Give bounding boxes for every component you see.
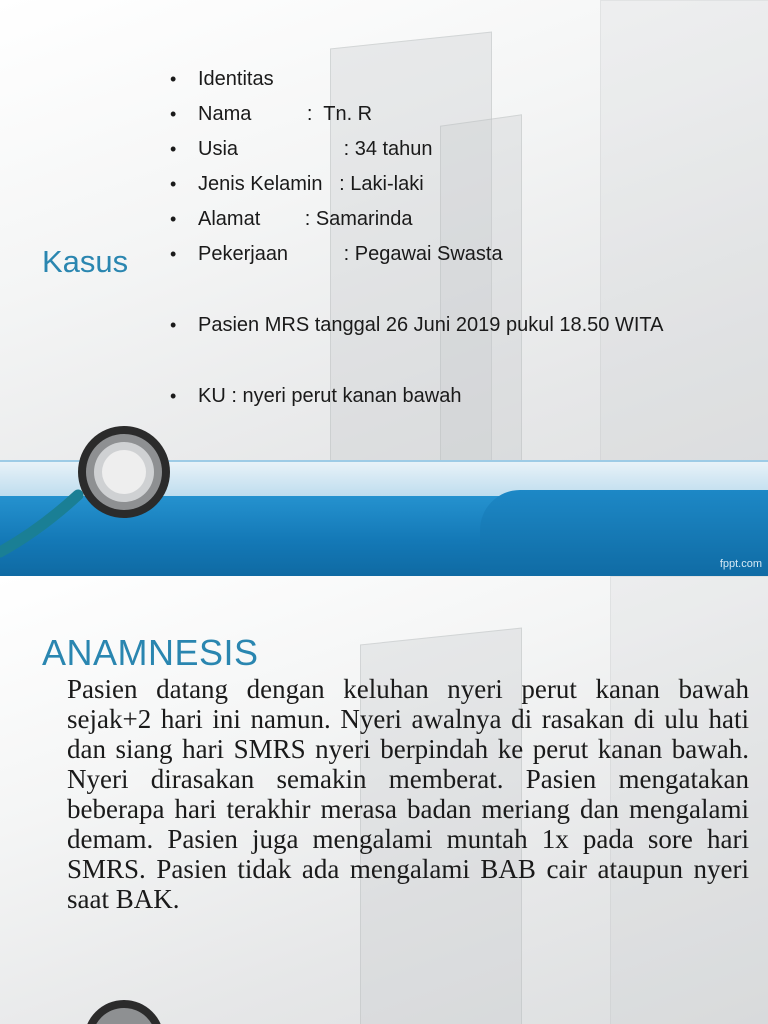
bullet-item: • Identitas xyxy=(170,62,760,97)
bullet-item: • KU : nyeri perut kanan bawah xyxy=(170,379,760,414)
bullet-item: • Pasien MRS tanggal 26 Juni 2019 pukul 18.50 WITA xyxy=(170,308,760,343)
bullet-item: • Alamat : Samarinda xyxy=(170,202,760,237)
slide-anamnesis xyxy=(0,576,768,1024)
bullet-item: • Nama : Tn. R xyxy=(170,97,760,132)
bullet-list xyxy=(170,62,760,414)
bullet-item: • Pekerjaan : Pegawai Swasta xyxy=(170,237,760,272)
bullet-item: • Usia : 34 tahun xyxy=(170,132,760,167)
slide-title: Kasus xyxy=(42,244,129,279)
stethoscope-icon xyxy=(60,1000,180,1024)
bullet-item: • Jenis Kelamin : Laki-laki xyxy=(170,167,760,202)
slide-title: ANAMNESIS xyxy=(42,632,259,673)
stethoscope-icon xyxy=(0,420,190,570)
watermark: fppt.com xyxy=(719,558,762,570)
anamnesis-text: Pasien datang dengan keluhan nyeri perut kanan bawah sejak+2 hari ini namun. Nyeri awalnya di rasakan di ulu hati dan siang hari SMRS nyeri berpindah ke perut kanan bawah. Nyeri dirasakan semakin memberat. Pasien mengatakan beberapa hari terakhir merasa badan meriang dan mengalami demam. Pasien juga mengalami muntah 1x pada sore hari SMRS. Pasien tidak ada mengalami BAB cair ataupun nyeri saat BAK. xyxy=(67,674,749,914)
